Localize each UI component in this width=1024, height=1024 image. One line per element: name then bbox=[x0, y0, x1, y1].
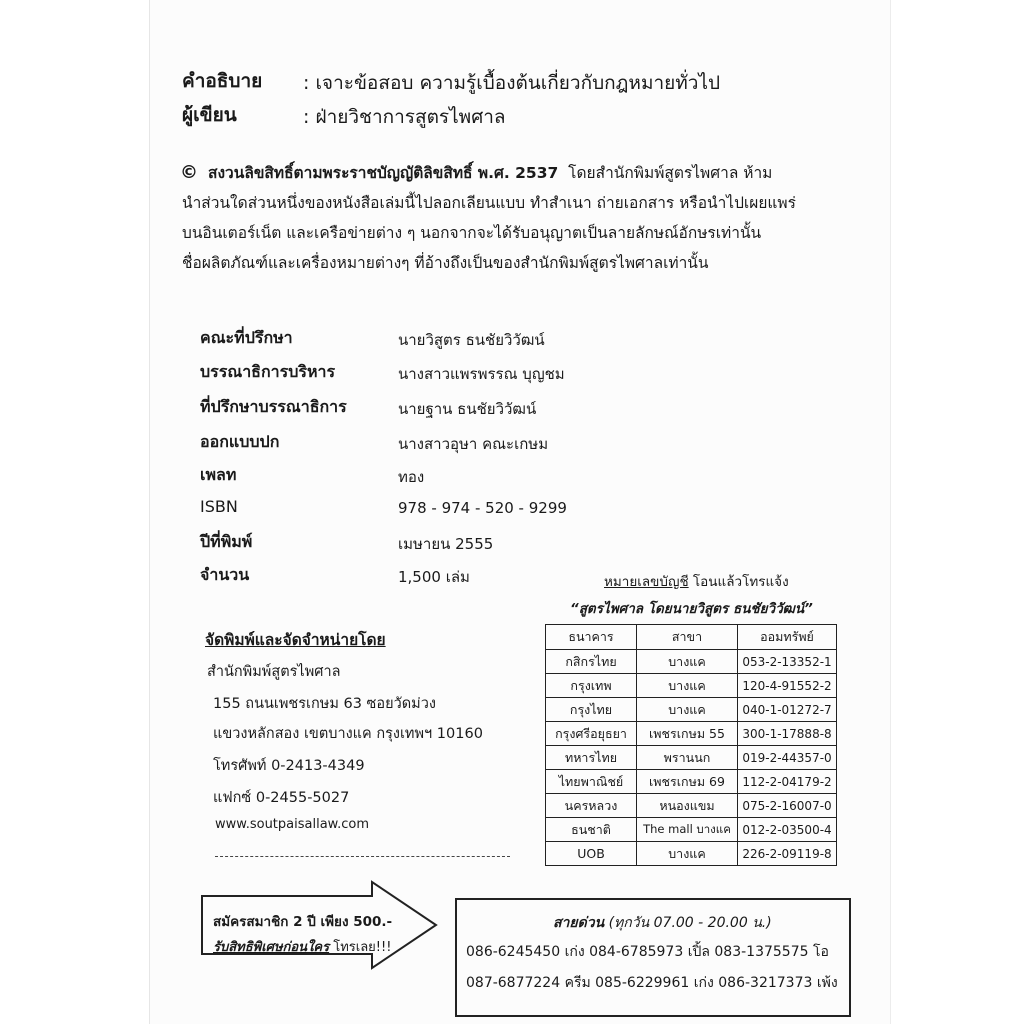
publisher-name: สำนักพิมพ์สูตรไพศาล bbox=[207, 664, 341, 680]
accounts-heading bbox=[604, 570, 789, 592]
bank-cell: นครหลวง bbox=[546, 794, 637, 818]
copyright-line-3: บนอินเตอร์เน็ต และเครือข่ายต่าง ๆ นอกจากจะได้รับอนุญาตเป็นลายลักษณ์อักษรเท่านั้น bbox=[182, 224, 762, 242]
branch-cell: เพชรเกษม 69 bbox=[637, 770, 738, 794]
credit-label-plate: เพลท bbox=[200, 465, 237, 484]
branch-cell: หนองแขม bbox=[637, 794, 738, 818]
copyright-statement: สงวนลิขสิทธิ์ตามพระราชบัญญัติลิขสิทธิ์ พ.ศ. 2537 bbox=[208, 164, 559, 182]
credit-value-executive-editor: นางสาวแพรพรรณ บุญชม bbox=[398, 365, 565, 383]
credit-value-plate: ทอง bbox=[398, 468, 425, 486]
account-number-cell: 226-2-09119-8 bbox=[738, 842, 837, 866]
account-number-cell: 012-2-03500-4 bbox=[738, 818, 837, 842]
copyright-line-4: ชื่อผลิตภัณฑ์และเครื่องหมายต่างๆ ที่อ้างถึงเป็นของสำนักพิมพ์สูตรไพศาลเท่านั้น bbox=[182, 254, 709, 272]
author-value: : ฝ่ายวิชาการสูตรไพศาล bbox=[303, 106, 506, 128]
hotline-numbers-1: 086-6245450 เก่ง 084-6785973 เปิ้ล 083-1375575 โอ bbox=[466, 944, 829, 960]
description-value: : เจาะข้อสอบ ความรู้เบื้องต้นเกี่ยวกับกฎหมายทั่วไป bbox=[303, 72, 721, 94]
branch-cell: The mall บางแค bbox=[637, 818, 738, 842]
copyright-symbol: © bbox=[180, 162, 198, 183]
bank-cell: ไทยพาณิชย์ bbox=[546, 770, 637, 794]
hotline-title-bold: สายด่วน bbox=[553, 915, 605, 931]
accounts-heading-underlined: หมายเลขบัญชี bbox=[604, 574, 689, 590]
credit-value-cover-design: นางสาวอุษา คณะเกษม bbox=[398, 435, 549, 453]
branch-cell: บางแค bbox=[637, 842, 738, 866]
table-row bbox=[546, 770, 837, 794]
bank-cell: กรุงศรีอยุธยา bbox=[546, 722, 637, 746]
branch-cell: บางแค bbox=[637, 650, 738, 674]
table-row bbox=[546, 818, 837, 842]
branch-cell: บางแค bbox=[637, 674, 738, 698]
copyright-line-2: นำส่วนใดส่วนหนึ่งของหนังสือเล่มนี้ไปลอกเลียนแบบ ทำสำเนา ถ่ายเอกสาร หรือนำไปเผยแพร่ bbox=[182, 194, 796, 212]
table-row bbox=[546, 674, 837, 698]
hotline-numbers-2: 087-6877224 ครีม 085-6229961 เก่ง 086-3217373 เพ้ง bbox=[466, 975, 838, 991]
account-number-cell: 053-2-13352-1 bbox=[738, 650, 837, 674]
column-header-savings: ออมทรัพย์ bbox=[738, 625, 837, 650]
credit-value-advisors: นายวิสูตร ธนชัยวิวัฒน์ bbox=[398, 331, 545, 349]
credit-value-isbn: 978 - 974 - 520 - 9299 bbox=[398, 499, 567, 517]
account-number-cell: 120-4-91552-2 bbox=[738, 674, 837, 698]
publisher-phone: โทรศัพท์ 0-2413-4349 bbox=[213, 758, 365, 774]
branch-cell: บางแค bbox=[637, 698, 738, 722]
table-row bbox=[546, 722, 837, 746]
credit-label-isbn: ISBN bbox=[200, 497, 238, 516]
description-label: คำอธิบาย bbox=[182, 70, 263, 92]
bank-cell: กรุงเทพ bbox=[546, 674, 637, 698]
hotline-title bbox=[553, 912, 772, 934]
credit-label-executive-editor: บรรณาธิการบริหาร bbox=[200, 362, 336, 381]
hotline-hours: (ทุกวัน 07.00 - 20.00 น.) bbox=[604, 915, 772, 931]
credit-value-quantity: 1,500 เล่ม bbox=[398, 568, 470, 586]
bank-cell: ทหารไทย bbox=[546, 746, 637, 770]
publisher-website: www.soutpaisallaw.com bbox=[215, 817, 369, 832]
column-header-branch: สาขา bbox=[637, 625, 738, 650]
dashed-divider bbox=[215, 856, 510, 857]
bank-cell: กสิกรไทย bbox=[546, 650, 637, 674]
branch-cell: เพชรเกษม 55 bbox=[637, 722, 738, 746]
author-label: ผู้เขียน bbox=[182, 104, 237, 126]
account-number-cell: 019-2-44357-0 bbox=[738, 746, 837, 770]
table-row bbox=[546, 650, 837, 674]
promo-membership-text: สมัครสมาชิก 2 ปี เพียง 500.- bbox=[213, 914, 393, 930]
bank-accounts-table bbox=[545, 624, 837, 866]
account-number-cell: 075-2-16007-0 bbox=[738, 794, 837, 818]
account-number-cell: 300-1-17888-8 bbox=[738, 722, 837, 746]
publisher-address-2: แขวงหลักสอง เขตบางแค กรุงเทพฯ 10160 bbox=[213, 726, 483, 742]
credit-label-cover-design: ออกแบบปก bbox=[200, 432, 280, 451]
table-row bbox=[546, 794, 837, 818]
promo-call-text bbox=[213, 936, 391, 957]
accounts-holder-title: “สูตรไพศาล โดยนายวิสูตร ธนชัยวิวัฒน์” bbox=[570, 601, 813, 617]
account-number-cell: 040-1-01272-7 bbox=[738, 698, 837, 722]
credit-value-print-year: เมษายน 2555 bbox=[398, 535, 494, 553]
credit-label-advisors: คณะที่ปรึกษา bbox=[200, 328, 293, 347]
promo-call-now-text: โทรเลย!!! bbox=[329, 940, 392, 955]
bank-cell: ธนชาติ bbox=[546, 818, 637, 842]
publisher-fax: แฟกซ์ 0-2455-5027 bbox=[213, 790, 350, 806]
credit-label-editorial-advisor: ที่ปรึกษาบรรณาธิการ bbox=[200, 397, 347, 416]
table-row bbox=[546, 842, 837, 866]
bank-cell: UOB bbox=[546, 842, 637, 866]
credit-label-print-year: ปีที่พิมพ์ bbox=[200, 532, 253, 551]
bank-cell: กรุงไทย bbox=[546, 698, 637, 722]
branch-cell: พรานนก bbox=[637, 746, 738, 770]
account-number-cell: 112-2-04179-2 bbox=[738, 770, 837, 794]
publisher-heading: จัดพิมพ์และจัดจำหน่ายโดย bbox=[205, 631, 386, 649]
table-row bbox=[546, 698, 837, 722]
table-row bbox=[546, 746, 837, 770]
credit-value-editorial-advisor: นายฐาน ธนชัยวิวัฒน์ bbox=[398, 400, 537, 418]
copyright-line-1-rest: โดยสำนักพิมพ์สูตรไพศาล ห้าม bbox=[568, 164, 773, 182]
publisher-address-1: 155 ถนนเพชรเกษม 63 ซอยวัดม่วง bbox=[213, 696, 436, 712]
table-header-row bbox=[546, 625, 837, 650]
promo-privilege-text: รับสิทธิพิเศษก่อนใคร bbox=[213, 940, 330, 955]
credit-label-quantity: จำนวน bbox=[200, 565, 250, 584]
column-header-bank: ธนาคาร bbox=[546, 625, 637, 650]
accounts-heading-rest: โอนแล้วโทรแจ้ง bbox=[688, 574, 789, 590]
copyright-line-1 bbox=[180, 160, 772, 185]
